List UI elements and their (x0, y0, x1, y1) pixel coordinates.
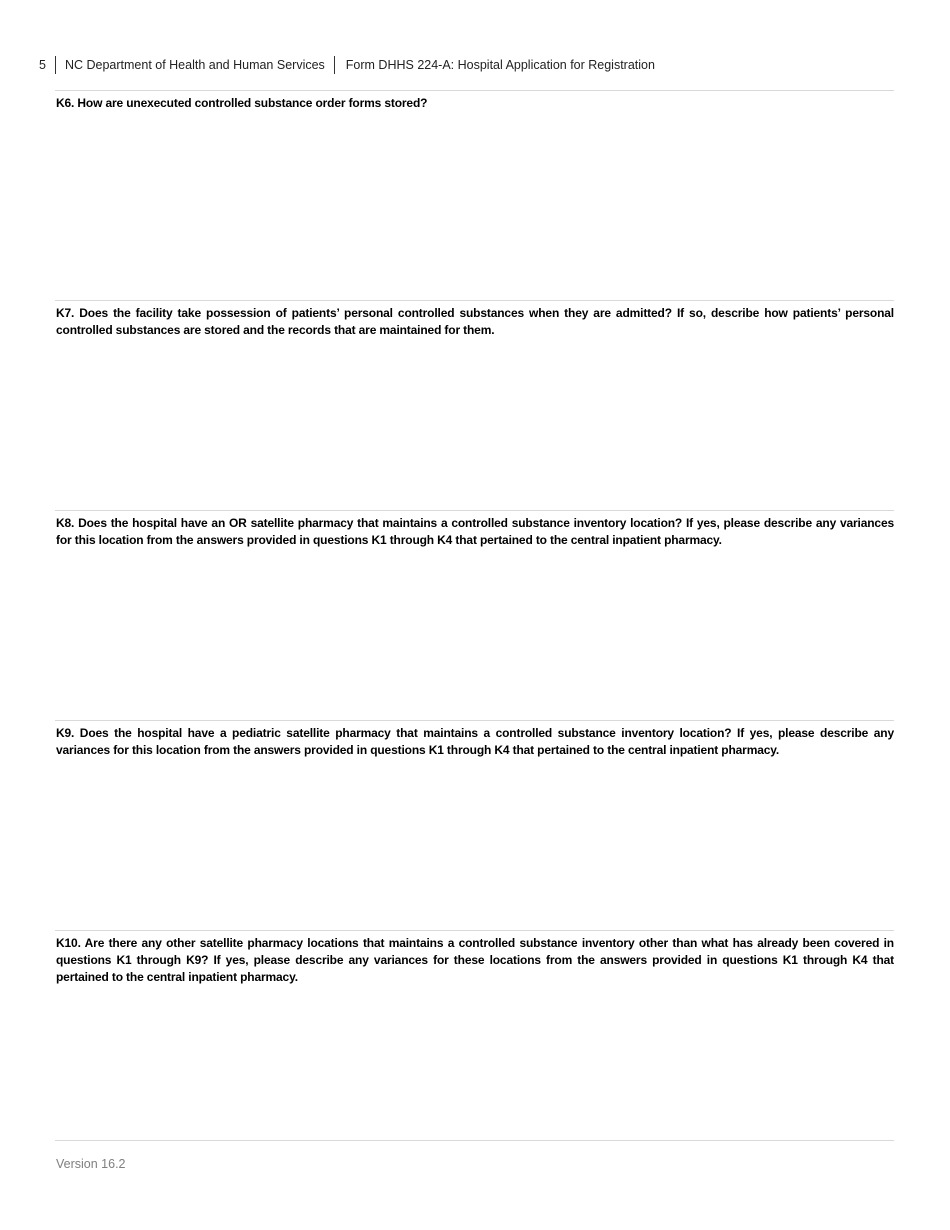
question-k6: K6. How are unexecuted controlled substance order forms stored? (56, 96, 428, 110)
header-separator (334, 56, 335, 74)
section-divider (55, 720, 894, 721)
form-title: Form DHHS 224-A: Hospital Application for Registration (345, 58, 655, 72)
question-k7: K7. Does the facility take possession of patients’ personal controlled substances when they are admitted? If so, describe how patients’ personal controlled substances are stored and the records that are maintained for them. (56, 306, 894, 337)
page-number: 5 (39, 58, 46, 72)
header-separator (55, 56, 56, 74)
question-k9: K9. Does the hospital have a pediatric satellite pharmacy that maintains a controlled substance inventory location? If yes, please describe any variances for this location from the answers provided in questions K1 through K4 that pertained to the central inpatient pharmacy. (56, 726, 894, 757)
answer-area-k8[interactable] (56, 555, 894, 713)
answer-area-k7[interactable] (56, 345, 894, 503)
version-label: Version 16.2 (56, 1157, 126, 1171)
section-divider (55, 510, 894, 511)
answer-area-k10[interactable] (56, 992, 894, 1132)
organization-name: NC Department of Health and Human Services (64, 58, 325, 72)
answer-area-k6[interactable] (56, 118, 894, 294)
footer-divider (55, 1140, 894, 1141)
answer-area-k9[interactable] (56, 765, 894, 923)
section-divider (55, 90, 894, 91)
question-k8: K8. Does the hospital have an OR satellite pharmacy that maintains a controlled substance inventory location? If yes, please describe any variances for this location from the answers provided in questions K1 through K4 that pertained to the central inpatient pharmacy. (56, 516, 894, 547)
question-k10: K10. Are there any other satellite pharmacy locations that maintains a controlled substance inventory other than what has already been covered in questions K1 through K9? If yes, please describe any variances for these locations from the answers provided in questions K1 through K4 that pertained to the central inpatient pharmacy. (56, 936, 894, 984)
section-divider (55, 300, 894, 301)
section-divider (55, 930, 894, 931)
page-header (39, 56, 655, 74)
